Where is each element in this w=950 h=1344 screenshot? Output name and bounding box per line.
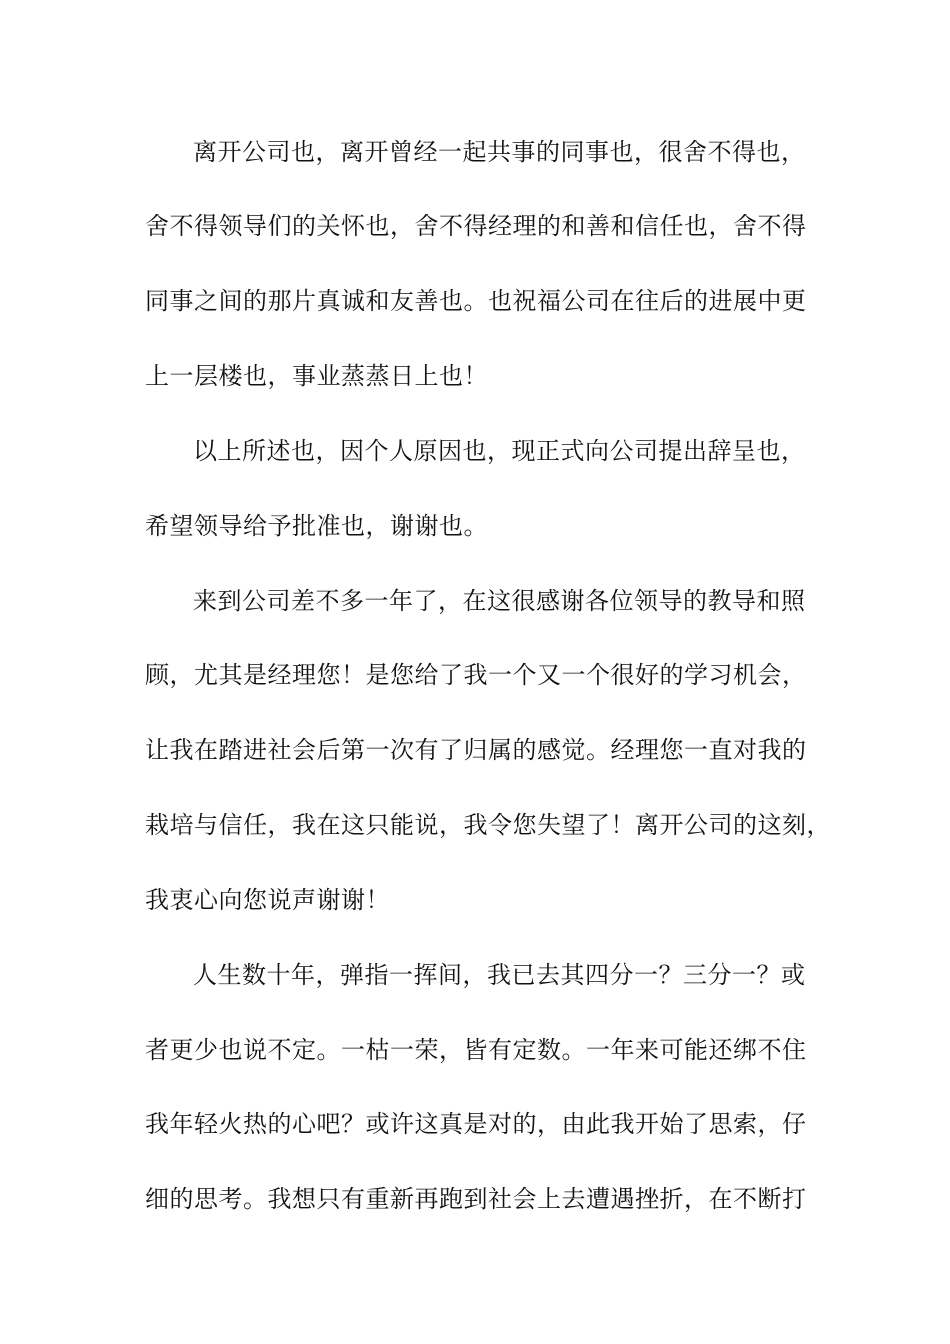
paragraph-4-line-2: 者更少也说不定。一枯一荣，皆有定数。一年来可能还绑不住	[145, 1036, 807, 1064]
paragraph-3-line-2: 顾，尤其是经理您！是您给了我一个又一个很好的学习机会，	[145, 661, 807, 689]
paragraph-3-line-5: 我衷心向您说声谢谢！	[145, 886, 390, 914]
paragraph-3-line-1: 来到公司差不多一年了，在这很感谢各位领导的教导和照	[193, 587, 806, 615]
paragraph-4-line-1: 人生数十年，弹指一挥间，我已去其四分一？三分一？或	[193, 961, 806, 989]
paragraph-3-line-4: 栽培与信任，我在这只能说，我令您失望了！离开公司的这刻，	[145, 811, 831, 839]
paragraph-1-line-1: 离开公司也，离开曾经一起共事的同事也，很舍不得也，	[193, 138, 806, 166]
paragraph-4-line-4: 细的思考。我想只有重新再跑到社会上去遭遇挫折，在不断打	[145, 1185, 807, 1213]
paragraph-2-line-2: 希望领导给予批准也，谢谢也。	[145, 512, 488, 540]
paragraph-2-line-1: 以上所述也，因个人原因也，现正式向公司提出辞呈也，	[193, 437, 806, 465]
paragraph-4-line-3: 我年轻火热的心吧？或许这真是对的，由此我开始了思索，仔	[145, 1110, 807, 1138]
paragraph-1-line-4: 上一层楼也，事业蒸蒸日上也！	[145, 362, 488, 390]
paragraph-1-line-2: 舍不得领导们的关怀也，舍不得经理的和善和信任也，舍不得	[145, 212, 807, 240]
paragraph-3-line-3: 让我在踏进社会后第一次有了归属的感觉。经理您一直对我的	[145, 736, 807, 764]
paragraph-1-line-3: 同事之间的那片真诚和友善也。也祝福公司在往后的进展中更	[145, 287, 807, 315]
